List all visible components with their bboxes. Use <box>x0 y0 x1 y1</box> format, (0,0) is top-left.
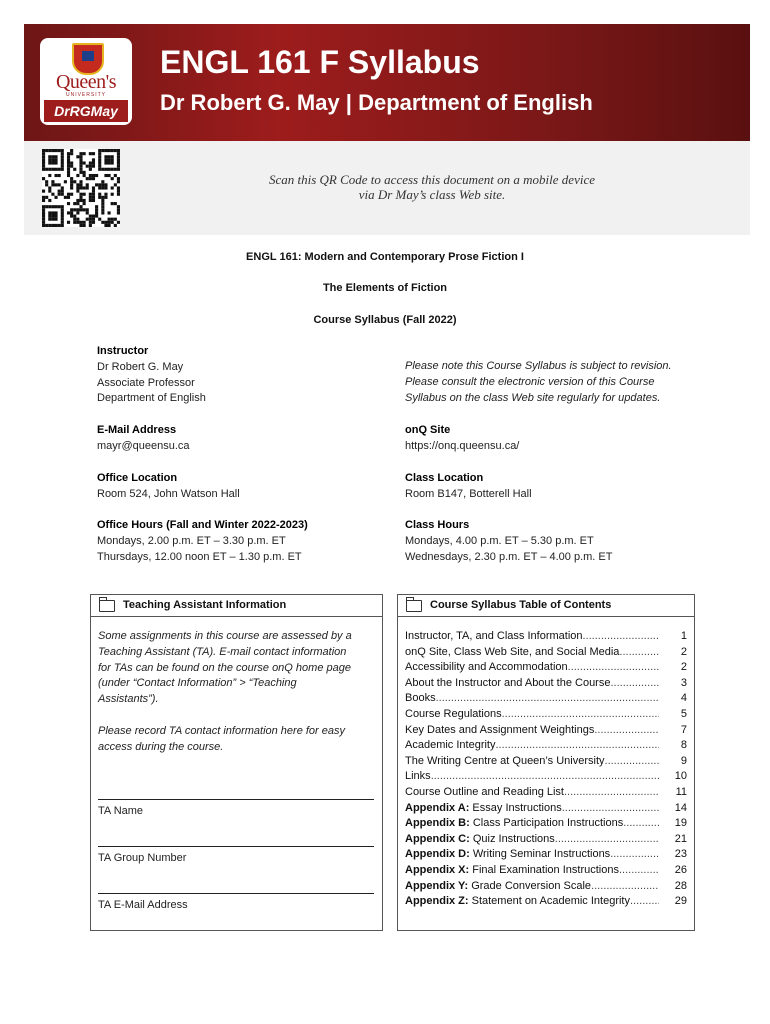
toc-leader <box>431 769 659 785</box>
toc-item-text: Essay Instructions <box>469 801 562 814</box>
toc-item[interactable] <box>405 769 687 785</box>
toc-item-text: Class Participation Instructions <box>469 817 624 830</box>
toc-item-label <box>405 707 502 723</box>
syllabus-term: Course Syllabus (Fall 2022) <box>313 314 457 326</box>
logo-university: UNIVERSITY <box>65 92 106 98</box>
onq-heading: onQ Site <box>405 424 451 436</box>
ta-info-heading: Teaching Assistant Information <box>123 599 287 611</box>
toc-item-label <box>405 832 555 848</box>
toc-item-text: Statement on Academic Integrity <box>468 895 630 908</box>
toc-item-label <box>405 769 431 785</box>
class-hours-line: Mondays, 4.00 p.m. ET – 5.30 p.m. ET <box>405 534 594 547</box>
toc-item-prefix: Appendix B: <box>405 817 470 830</box>
ta-text-line: (under “Contact Information” > “Teaching <box>98 677 297 690</box>
toc-item-text: Final Examination Instructions <box>469 863 619 876</box>
ta-group-label: TA Group Number <box>98 852 187 864</box>
toc-item-label <box>405 847 610 863</box>
office-hours-block <box>97 518 308 565</box>
toc-leader <box>610 676 659 692</box>
logo-tag: DrRGMay <box>44 100 128 122</box>
toc-item-text: Accessibility and Accommodation <box>405 661 568 674</box>
toc-item[interactable] <box>405 863 687 879</box>
toc-leader <box>623 816 659 832</box>
toc-item-page: 10 <box>674 770 687 783</box>
toc-leader <box>436 691 659 707</box>
qr-bar <box>24 141 750 235</box>
toc-leader <box>564 785 659 801</box>
toc-item-label <box>405 863 619 879</box>
ta-info-box <box>90 594 383 931</box>
course-subtitle: The Elements of Fiction <box>322 282 448 294</box>
toc-item[interactable] <box>405 660 687 676</box>
toc-item-text: Course Outline and Reading List <box>405 785 564 798</box>
ta-group-field[interactable] <box>98 846 374 847</box>
toc-item-text: The Writing Centre at Queen’s University <box>405 754 605 767</box>
instructor-heading: Instructor <box>97 345 149 357</box>
ta-text-line: Please record TA contact information here for easy <box>98 725 346 737</box>
ta-info-header <box>91 595 382 617</box>
toc-item[interactable] <box>405 879 687 895</box>
toc-item-text: Quiz Instructions <box>469 832 555 845</box>
class-hours-block <box>405 518 612 565</box>
onq-block <box>405 423 519 455</box>
toc-leader <box>594 723 659 739</box>
toc-leader <box>555 832 659 848</box>
class-location-heading: Class Location <box>405 472 484 484</box>
ta-text-line: access during the course. <box>98 740 224 753</box>
toc-item-label <box>405 754 605 770</box>
toc-list <box>405 629 687 910</box>
toc-item-page: 14 <box>674 801 687 814</box>
ta-text-line: for TAs can be found on the course onQ home page <box>98 661 351 674</box>
toc-item-page: 1 <box>680 630 687 642</box>
qr-code-icon[interactable] <box>42 149 120 227</box>
toc-item-page: 23 <box>674 848 687 861</box>
ta-name-label: TA Name <box>98 805 144 817</box>
toc-item-label <box>405 691 436 707</box>
toc-item-prefix: Appendix Z: <box>405 895 469 908</box>
toc-item-label <box>405 676 610 692</box>
toc-item-label <box>405 629 583 645</box>
email-heading: E-Mail Address <box>97 424 177 436</box>
toc-item-page: 2 <box>680 661 687 674</box>
toc-item-prefix: Appendix Y: <box>405 879 469 892</box>
toc-leader <box>591 879 659 895</box>
ta-email-field[interactable] <box>98 893 374 894</box>
toc-item-label <box>405 801 562 817</box>
ta-record-paragraph <box>98 724 378 756</box>
toc-item-text: Books <box>405 692 436 705</box>
toc-item-text: Instructor, TA, and Class Information <box>405 630 583 642</box>
class-hours-line: Wednesdays, 2.30 p.m. ET – 4.00 p.m. ET <box>405 550 613 563</box>
toc-item-page: 11 <box>675 785 687 798</box>
revision-note-line: Please consult the electronic version of this Course <box>405 375 655 388</box>
qr-caption-line1: Scan this QR Code to access this document on a mobile device <box>268 172 595 187</box>
instructor-name: Dr Robert G. May <box>97 360 184 373</box>
ta-name-field[interactable] <box>98 799 374 800</box>
toc-item-page: 9 <box>680 754 687 767</box>
queens-logo <box>40 38 132 125</box>
toc-item-label <box>405 785 564 801</box>
toc-leader <box>619 863 659 879</box>
toc-item-label <box>405 816 623 832</box>
toc-item[interactable] <box>405 754 687 770</box>
qr-caption-line2: via Dr May’s class Web site. <box>358 187 506 202</box>
toc-item-label <box>405 879 591 895</box>
ta-email-label: TA E-Mail Address <box>98 899 188 911</box>
revision-note <box>405 359 705 406</box>
toc-leader <box>605 754 659 770</box>
instructor-block <box>97 344 206 407</box>
email-link[interactable]: mayr@queensu.ca <box>97 439 190 452</box>
toc-item-prefix: Appendix X: <box>405 863 470 876</box>
office-location-value: Room 524, John Watson Hall <box>97 487 240 500</box>
logo-name: Queen's <box>55 71 117 93</box>
office-hours-heading: Office Hours (Fall and Winter 2022-2023) <box>97 519 308 531</box>
toc-item[interactable] <box>405 738 687 754</box>
toc-item-page: 21 <box>674 832 687 845</box>
toc-item[interactable] <box>405 645 687 661</box>
toc-item-page: 5 <box>680 707 687 720</box>
office-hours-line: Mondays, 2.00 p.m. ET – 3.30 p.m. ET <box>97 534 286 547</box>
toc-item[interactable] <box>405 801 687 817</box>
toc-header <box>398 595 694 617</box>
toc-item-text: Grade Conversion Scale <box>468 879 592 892</box>
toc-item-text: Academic Integrity <box>405 739 496 752</box>
page-title: ENGL 161 F Syllabus <box>160 44 480 80</box>
toc-item[interactable] <box>405 785 687 801</box>
page-subtitle: Dr Robert G. May | Department of English <box>160 90 593 115</box>
course-title: ENGL 161: Modern and Contemporary Prose Fiction I <box>246 251 524 263</box>
folder-icon <box>406 600 422 612</box>
toc-item-text: onQ Site, Class Web Site, and Social Media <box>405 645 620 658</box>
toc-leader <box>568 660 659 676</box>
instructor-department: Department of English <box>97 392 206 405</box>
toc-item[interactable] <box>405 816 687 832</box>
toc-leader <box>583 629 659 645</box>
toc-item-prefix: Appendix D: <box>405 848 470 861</box>
class-hours-heading: Class Hours <box>405 519 470 531</box>
toc-item[interactable] <box>405 629 687 645</box>
toc-item[interactable] <box>405 723 687 739</box>
toc-item-page: 3 <box>680 676 687 689</box>
toc-item-prefix: Appendix A: <box>405 801 470 814</box>
toc-item-page: 2 <box>680 645 687 658</box>
toc-item[interactable] <box>405 847 687 863</box>
toc-item-text: Links <box>405 770 431 783</box>
toc-item-text: Course Regulations <box>405 707 502 720</box>
ta-text-line: Teaching Assistant (TA). E-mail contact information <box>98 645 347 658</box>
toc-item-page: 8 <box>680 739 687 752</box>
email-block <box>97 423 190 455</box>
ta-info-paragraph <box>98 629 378 708</box>
toc-item[interactable] <box>405 832 687 848</box>
office-hours-line: Thursdays, 12.00 noon ET – 1.30 p.m. ET <box>97 550 302 563</box>
toc-item-label <box>405 645 619 661</box>
toc-item-page: 28 <box>674 879 687 892</box>
toc-item-label <box>405 894 630 910</box>
toc-item-text: Key Dates and Assignment Weightings <box>405 723 595 736</box>
toc-item-text: Writing Seminar Instructions <box>469 848 611 861</box>
toc-item-page: 4 <box>680 692 687 705</box>
toc-item-page: 29 <box>674 895 687 908</box>
toc-item-label <box>405 660 568 676</box>
toc-item-label <box>405 738 495 754</box>
header-banner <box>24 24 750 141</box>
office-location-block <box>97 471 240 503</box>
instructor-position: Associate Professor <box>97 376 195 389</box>
toc-item[interactable] <box>405 707 687 723</box>
toc-item-page: 7 <box>680 723 687 736</box>
toc-item[interactable] <box>405 691 687 707</box>
revision-note-line: Please note this Course Syllabus is subject to revision. <box>405 360 672 372</box>
class-location-value: Room B147, Botterell Hall <box>405 487 532 500</box>
toc-leader <box>630 894 659 910</box>
toc-leader <box>562 801 659 817</box>
ta-text-line: Some assignments in this course are assessed by a <box>98 630 352 642</box>
toc-leader <box>502 707 659 723</box>
toc-box <box>397 594 695 931</box>
toc-leader <box>495 738 659 754</box>
toc-item[interactable] <box>405 894 687 910</box>
qr-caption <box>224 172 640 202</box>
toc-item-prefix: Appendix C: <box>405 832 470 845</box>
toc-leader <box>619 645 659 661</box>
toc-item[interactable] <box>405 676 687 692</box>
revision-note-line: Syllabus on the class Web site regularly for updates. <box>405 391 661 404</box>
toc-heading: Course Syllabus Table of Contents <box>430 599 612 611</box>
office-location-heading: Office Location <box>97 472 178 484</box>
toc-leader <box>610 847 659 863</box>
folder-icon <box>99 600 115 612</box>
toc-item-page: 26 <box>674 863 687 876</box>
onq-link[interactable]: https://onq.queensu.ca/ <box>405 439 520 452</box>
toc-item-page: 19 <box>674 817 687 830</box>
class-location-block <box>405 471 532 503</box>
toc-item-label <box>405 723 594 739</box>
ta-text-line: Assistants”). <box>98 693 159 706</box>
toc-item-text: About the Instructor and About the Course <box>405 676 611 689</box>
